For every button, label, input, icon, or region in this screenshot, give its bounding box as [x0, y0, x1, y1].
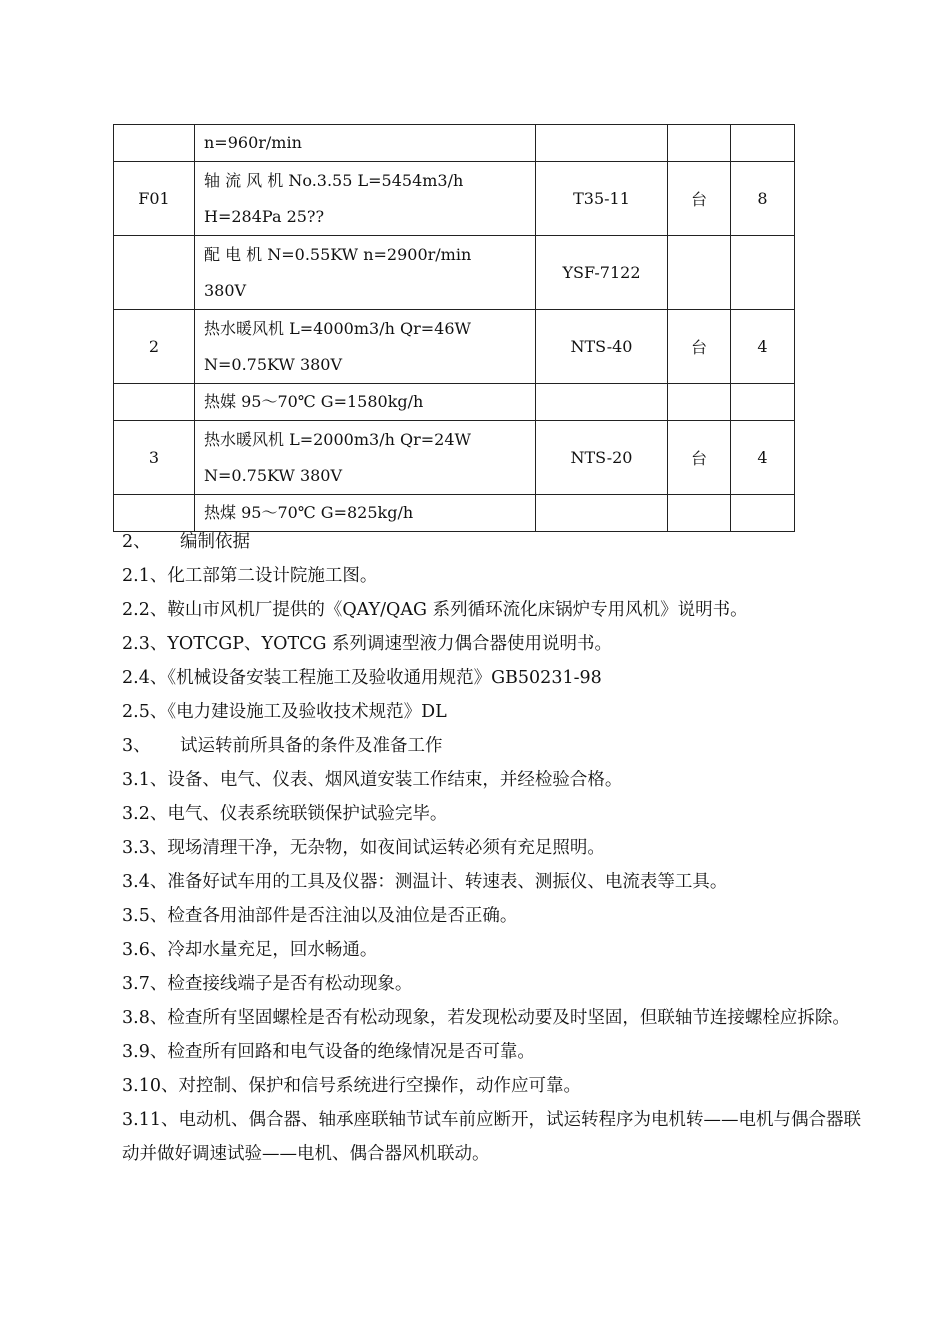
table-row: [114, 310, 795, 384]
equipment-table: [113, 124, 795, 532]
quantity-cell: 4: [731, 421, 795, 495]
list-item: 3.2、电气、仪表系统联锁保护试验完毕。: [122, 804, 448, 824]
model-cell: YSF-7122: [536, 236, 668, 310]
list-item: 3.6、冷却水量充足，回水畅通。: [122, 940, 378, 960]
unit-cell: 台: [668, 421, 731, 495]
spec-cell: [195, 125, 536, 162]
list-item: 2.5、《电力建设施工及验收技术规范》DL: [122, 702, 447, 722]
list-item: 2.1、化工部第二设计院施工图。: [122, 566, 378, 586]
spec-line: 热媒 95～70℃ G=1580kg/h: [204, 392, 424, 411]
unit-cell: [668, 236, 731, 310]
list-item: 3.9、检查所有回路和电气设备的绝缘情况是否可靠。: [122, 1042, 535, 1062]
spec-cell: [195, 236, 536, 310]
table-row: [114, 236, 795, 310]
section-title: 编制依据: [180, 532, 250, 552]
row-number: 3: [114, 421, 195, 495]
list-item: 3.11、电动机、偶合器、轴承座联轴节试车前应断开，试运转程序为电机转——电机与偶合器联动并做好调速试验——电机、偶合器风机联动。: [122, 1110, 861, 1164]
row-number: [114, 125, 195, 162]
spec-line: 配 电 机 N=0.55KW n=2900r/min: [204, 244, 472, 264]
spec-line: 热水暖风机 L=4000m3/h Qr=46W: [204, 318, 471, 338]
spec-line: N=0.75KW 380V: [204, 354, 343, 374]
spec-cell: [195, 384, 536, 421]
spec-line: H=284Pa 25??: [204, 206, 325, 226]
section-number: 2、: [122, 532, 151, 552]
section-number: 3、: [122, 736, 151, 756]
spec-cell: [195, 310, 536, 384]
list-item: 3.10、对控制、保护和信号系统进行空操作，动作应可靠。: [122, 1076, 581, 1096]
list-item: 3.5、检查各用油部件是否注油以及油位是否正确。: [122, 906, 518, 926]
spec-line: 热水暖风机 L=2000m3/h Qr=24W: [204, 429, 471, 449]
spec-cell: [195, 421, 536, 495]
model-cell: T35-11: [536, 162, 668, 236]
list-item: 3.8、检查所有坚固螺栓是否有松动现象，若发现松动要及时坚固，但联轴节连接螺栓应拆除。: [122, 1008, 850, 1028]
section-title: 试运转前所具备的条件及准备工作: [180, 736, 443, 756]
row-number: [114, 236, 195, 310]
spec-line: 轴 流 风 机 No.3.55 L=5454m3/h: [204, 170, 464, 190]
list-item: 3.4、准备好试车用的工具及仪器：测温计、转速表、测振仪、电流表等工具。: [122, 872, 728, 892]
section-heading: [122, 729, 862, 763]
table-row: [114, 384, 795, 421]
list-item: 2.4、《机械设备安装工程施工及验收通用规范》GB50231-98: [122, 668, 602, 688]
model-cell: [536, 125, 668, 162]
quantity-cell: 4: [731, 310, 795, 384]
list-item: 3.7、检查接线端子是否有松动现象。: [122, 974, 413, 994]
model-cell: NTS-40: [536, 310, 668, 384]
spec-cell: [195, 162, 536, 236]
table-row: [114, 162, 795, 236]
document-body: [122, 525, 862, 1171]
spec-line: 热煤 95～70℃ G=825kg/h: [204, 503, 414, 522]
list-item: 3.3、现场清理干净，无杂物，如夜间试运转必须有充足照明。: [122, 838, 605, 858]
quantity-cell: 8: [731, 162, 795, 236]
unit-cell: [668, 125, 731, 162]
quantity-cell: [731, 125, 795, 162]
row-number: [114, 384, 195, 421]
list-item: 3.1、设备、电气、仪表、烟风道安装工作结束，并经检验合格。: [122, 770, 623, 790]
row-number: F01: [114, 162, 195, 236]
spec-line: n=960r/min: [204, 133, 302, 152]
list-item: 2.3、YOTCGP、YOTCG 系列调速型液力偶合器使用说明书。: [122, 634, 613, 654]
model-cell: [536, 384, 668, 421]
table-row: [114, 421, 795, 495]
model-cell: NTS-20: [536, 421, 668, 495]
list-item: 2.2、鞍山市风机厂提供的《QAY/QAG 系列循环流化床锅炉专用风机》说明书。: [122, 600, 748, 620]
row-number: 2: [114, 310, 195, 384]
unit-cell: 台: [668, 162, 731, 236]
quantity-cell: [731, 236, 795, 310]
spec-line: 380V: [204, 280, 247, 300]
section-heading: [122, 525, 862, 559]
unit-cell: [668, 384, 731, 421]
quantity-cell: [731, 384, 795, 421]
unit-cell: 台: [668, 310, 731, 384]
spec-line: N=0.75KW 380V: [204, 465, 343, 485]
table-row: [114, 125, 795, 162]
